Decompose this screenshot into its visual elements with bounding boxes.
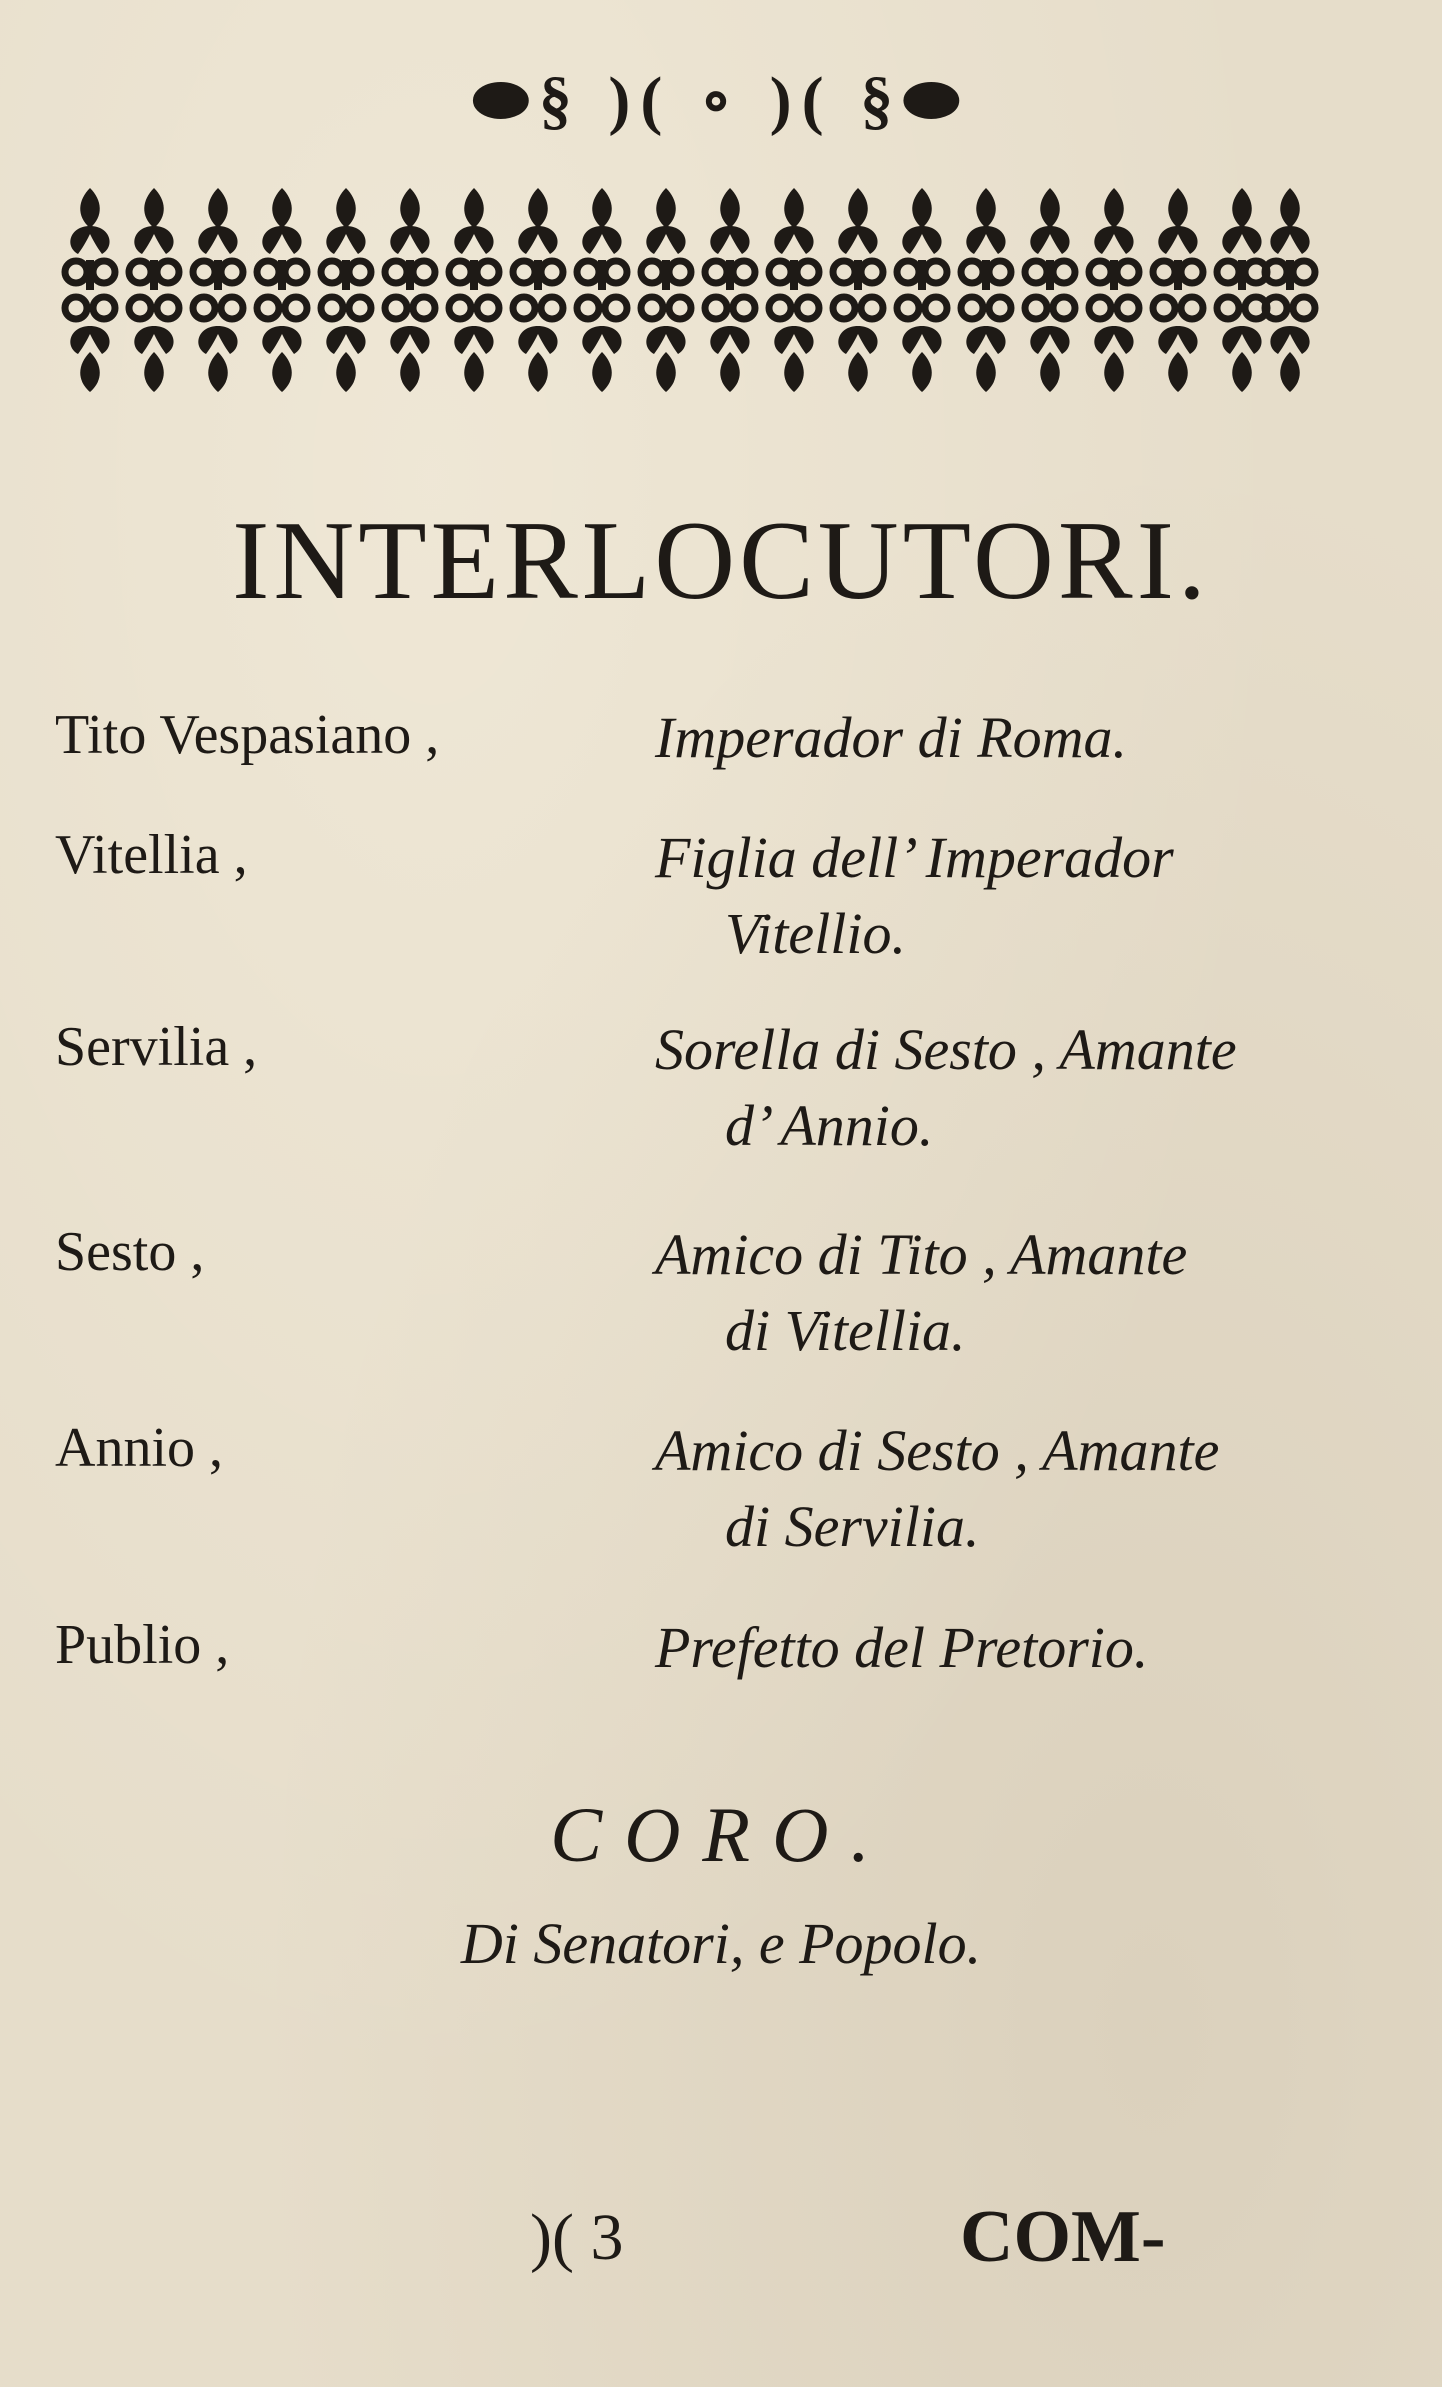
character-name: Vitellia ,	[55, 824, 248, 886]
catchword: COM-	[960, 2196, 1166, 2278]
character-name: Servilia ,	[55, 1016, 258, 1078]
signature-mark: )( 3	[530, 2201, 624, 2274]
header-ornament: ⬬§ )( ∘ )( §⬬	[472, 64, 970, 137]
character-name: Tito Vespasiano ,	[55, 704, 440, 766]
character-description	[655, 820, 1325, 972]
character-description-line: Prefetto del Pretorio.	[655, 1615, 1149, 1680]
character-description-line: Sorella di Sesto , Amante	[655, 1017, 1237, 1082]
character-description-line: Amico di Tito , Amante	[655, 1222, 1188, 1287]
character-description-line: Vitellio.	[725, 901, 906, 966]
chorus-subtitle: Di Senatori, e Popolo.	[460, 1911, 982, 1976]
character-name: Publio ,	[55, 1614, 230, 1676]
character-description	[655, 1217, 1325, 1369]
character-description	[655, 700, 1325, 776]
page-title: INTERLOCUTORI.	[232, 499, 1210, 623]
character-description-line: di Vitellia.	[725, 1298, 966, 1363]
character-description-line: Figlia dell’ Imperador	[655, 825, 1174, 890]
character-description	[655, 1012, 1325, 1164]
character-name: Annio ,	[55, 1417, 223, 1479]
chorus-title: CORO.	[550, 1791, 892, 1878]
decorative-border-band	[60, 180, 1322, 400]
character-name: Sesto ,	[55, 1221, 205, 1283]
character-description-line: Amico di Sesto , Amante	[655, 1418, 1220, 1483]
character-description-line: d’ Annio.	[725, 1093, 934, 1158]
character-description-line: Imperador di Roma.	[655, 705, 1128, 770]
character-description	[655, 1610, 1325, 1686]
character-description	[655, 1413, 1325, 1565]
character-description-line: di Servilia.	[725, 1494, 980, 1559]
